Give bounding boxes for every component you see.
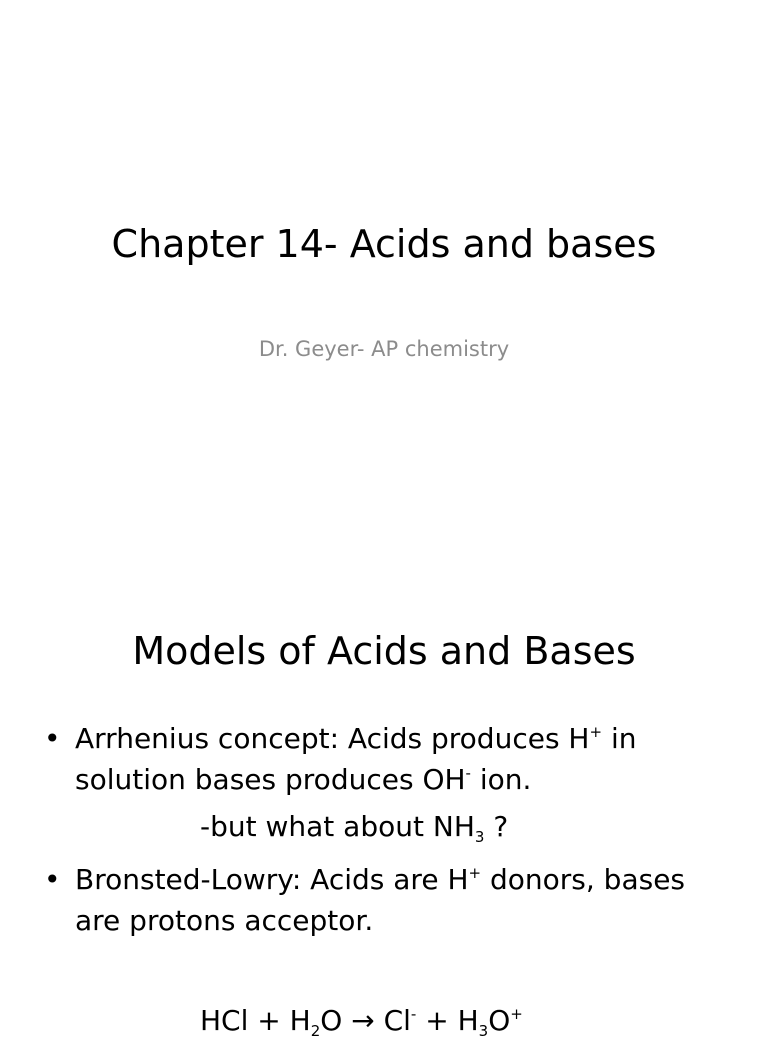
text-run: solution bases produces OH [75,763,466,796]
text-run: + H [416,1004,479,1037]
text-run: -but what about NH [200,810,475,843]
subscript: 2 [310,1022,321,1040]
bullet-icon: • [44,722,61,755]
subscript: 3 [474,828,485,846]
text-run: in [602,722,637,755]
text-run: O [320,1004,352,1037]
bullet-icon: • [44,863,61,896]
superscript: + [510,1005,523,1023]
text-run: ion. [470,763,532,796]
chemical-equation [200,1000,523,1041]
text-run: Cl [374,1004,411,1037]
superscript: + [468,864,482,882]
indented-note [200,806,508,847]
text-run: ? [484,810,509,843]
text-run: O [488,1004,511,1037]
bullet-line [75,859,685,900]
bullet-line [75,759,637,800]
superscript: - [410,1005,417,1023]
bullet-text [75,859,685,941]
slide-title: Models of Acids and Bases [132,629,636,673]
text-run: HCl + H [200,1004,311,1037]
bullet-text [75,718,637,800]
superscript: - [465,764,471,782]
text-run: donors, bases [481,863,686,896]
reaction-arrow-icon: → [351,1004,375,1037]
text-run: Bronsted-Lowry: Acids are H [75,863,469,896]
subscript: 3 [478,1022,489,1040]
content-slide [0,576,768,1040]
bullet-line [75,718,637,759]
slide-title: Chapter 14- Acids and bases [111,222,657,266]
slide-subtitle: Dr. Geyer- AP chemistry [258,337,510,361]
superscript: + [589,723,603,741]
bullet-line: are protons acceptor. [75,904,374,937]
text-run: Arrhenius concept: Acids produces H [75,722,590,755]
